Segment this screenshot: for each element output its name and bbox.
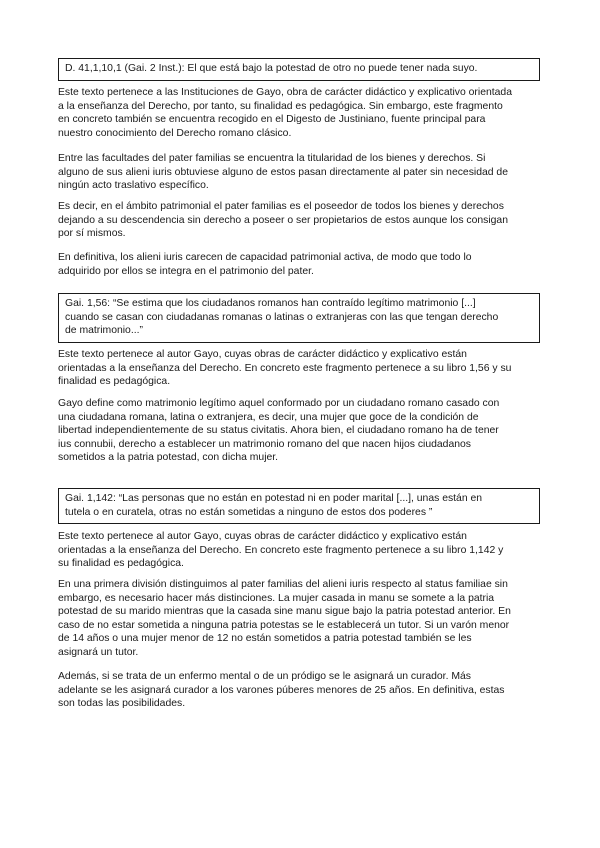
text-line: sometidos a la patria potestad, con dicha mujer. [58,452,279,464]
text-line: Gayo define como matrimonio legítimo aquel conformado por un ciudadano romano casado con [58,398,500,409]
text-line: Este texto pertenece al autor Gayo, cuyas obras de carácter didáctico y explicativo están [58,349,467,360]
paragraph-3 [58,200,542,241]
text-line: libertad independientemente de su status civitatis. Ahora bien, el ciudadano romano ha de tener [58,425,499,437]
text-line: Es decir, en el ámbito patrimonial el pater familias es el poseedor de todos los bienes y derechos [58,201,504,212]
text-line: en concreto también se encuentra recogido en el Digesto de Justiniano, fuente principal para [58,114,486,126]
quote-line: cuando se casan con ciudadanas romanas o latinas o extranjeras con las que tengan derecho [65,311,499,323]
text-line: adquirido por ellos se integra en el patrimonio del pater. [58,265,314,277]
quote-box-gai-1-142 [58,488,540,524]
paragraph-8 [58,578,542,660]
text-line: embargo, es necesario hacer más distinciones. La mujer casada in manu se somete a la patria [58,592,495,604]
text-line: potestad de su marido mientras que la casada sine manu sigue bajo la patria potestad anterior. En [58,606,511,618]
paragraph-7 [58,530,542,571]
text-line: alguno de sus alieni iuris obtuviese alguno de estos pasan directamente al pater sin necesidad de [58,166,508,178]
text-line: Entre las facultades del pater familias se encuentra la titularidad de los bienes y derechos. Si [58,153,486,164]
paragraph-2 [58,152,542,193]
text-line: de 14 años o una mujer menor de 12 no están sometidos a patria potestad también se les [58,633,472,645]
text-line: su finalidad es pedagógica. [58,558,184,570]
paragraph-6 [58,397,542,465]
text-line: En definitiva, los alieni iuris carecen de capacidad patrimonial activa, de modo que todo lo [58,252,472,263]
text-line: Este texto pertenece a las Instituciones de Gayo, obra de carácter didáctico y explicativo orientada [58,87,512,98]
text-line: orientadas a la enseñanza del Derecho. En concreto este fragmento pertenece a su libro 1,142 y [58,544,504,556]
text-line: En una primera división distinguimos al pater familias del alieni iuris respecto al status familiae sin [58,579,508,590]
quote-box-gai-1-56 [58,293,540,343]
text-line: Este texto pertenece al autor Gayo, cuyas obras de carácter didáctico y explicativo están [58,531,467,542]
text-line: finalidad es pedagógica. [58,376,171,388]
quote-line: de matrimonio...” [65,325,143,337]
text-line: Además, si se trata de un enfermo mental o de un pródigo se le asignará un curador. Más [58,671,471,682]
text-line: asignará un tutor. [58,646,139,658]
text-line: ningún acto traslativo específico. [58,180,209,192]
text-line: adelante se les asignará curador a los varones púberes menores de 25 años. En definitiva, estas [58,684,505,696]
text-line: una ciudadana romana, latina o extranjera, es decir, una mujer que goce de la condición de [58,411,479,423]
text-line: caso de no estar sometida a ninguna patria potestas se le establecerá un tutor. Si un varón menor [58,619,510,631]
paragraph-4 [58,251,542,278]
quote-line: Gai. 1,142: “Las personas que no están en potestad ni en poder marital [...], unas están en [65,493,483,504]
quote-box-digest [58,58,540,81]
paragraph-1 [58,86,542,140]
paragraph-5 [58,348,542,389]
text-line: ius connubii, derecho a establecer un matrimonio romano del que nacen hijos ciudadanos [58,438,471,450]
quote-line: D. 41,1,10,1 (Gai. 2 Inst.): El que está bajo la potestad de otro no puede tener nada suyo. [65,63,478,74]
text-line: a la enseñanza del Derecho, por tanto, su finalidad es pedagógica. Sin embargo, este fragmento [58,100,503,112]
text-line: son todas las posibilidades. [58,698,186,710]
text-line: por sí mismos. [58,228,126,240]
text-line: nuestro conocimiento del Derecho romano clásico. [58,127,292,139]
text-line: dejando a su descendencia sin derecho a poseer o ser propietarios de estos aunque los consigan [58,214,508,226]
paragraph-9 [58,670,542,711]
text-line: orientadas a la enseñanza del Derecho. En concreto este fragmento pertenece a su libro 1,56 y su [58,362,512,374]
quote-line: tutela o en curatela, otras no están sometidas a ninguno de estos dos poderes ” [65,506,433,518]
quote-line: Gai. 1,56: “Se estima que los ciudadanos romanos han contraído legítimo matrimonio [...] [65,298,476,309]
